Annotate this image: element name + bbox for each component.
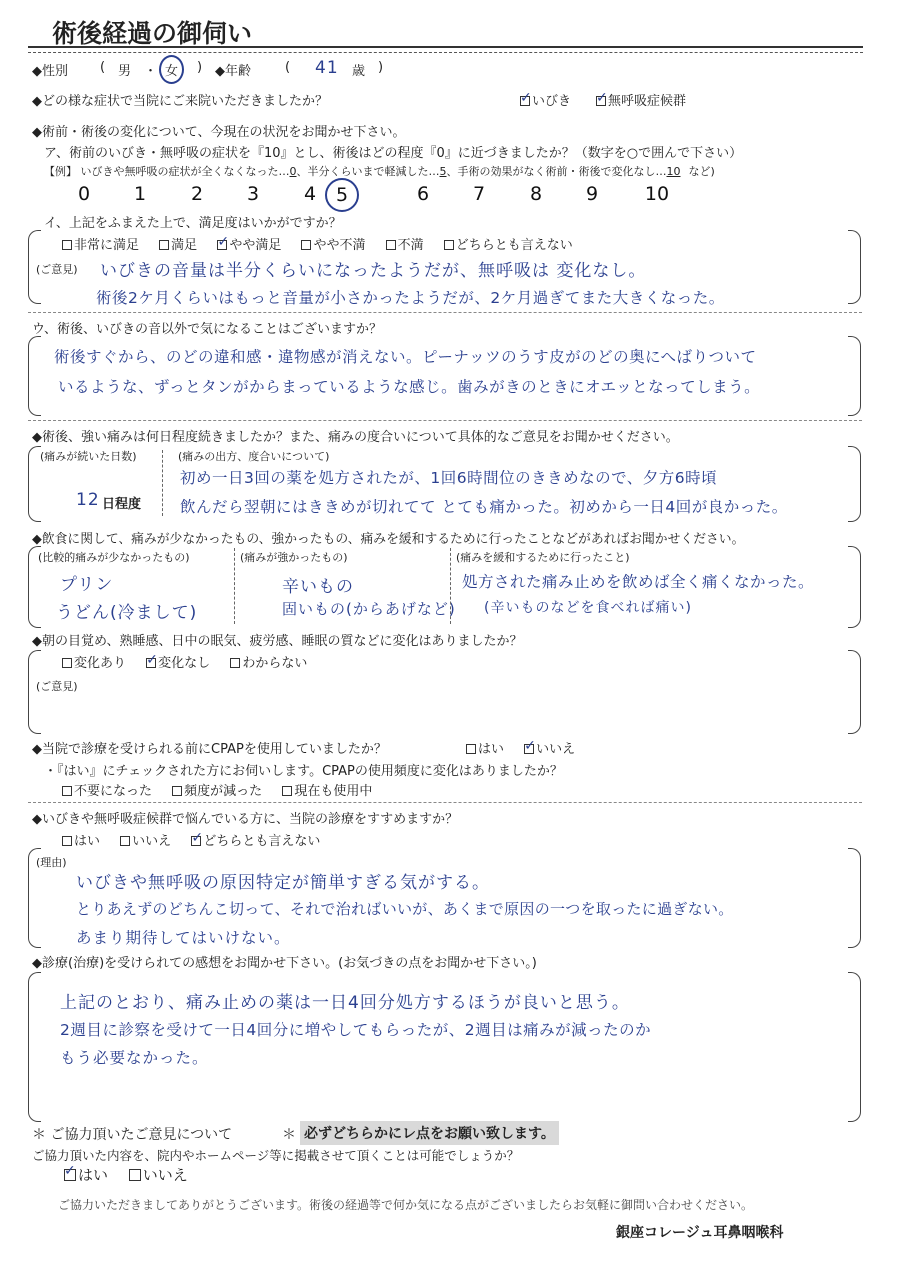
gender-label: ◆性別 [32,64,68,79]
option-label: 無呼吸症候群 [608,94,687,109]
opt-yes[interactable] [62,834,100,849]
food-col1-b[interactable]: うどん(冷まして) [56,603,198,623]
footer-line2: ご協力頂いた内容を、院内やホームページ等に掲載させて頂くことは可能でしょうか？ [32,1148,520,1163]
q-recommend-options [62,830,336,849]
example-d: など) [688,165,715,178]
option-label: やや満足 [229,238,282,253]
opinion-label: (ご意見) [36,263,78,276]
option-label: はい [74,834,101,849]
q-change-sub: ア、術前のいびき・無呼吸の症状を『10』とし、術後はどの程度『0』に近づきましたか？（数字を○で囲んで下さい） [44,146,743,161]
option-label: どちらとも言えない [203,834,321,849]
opt-unknown[interactable] [230,656,307,671]
gender-bracket-open: ( [100,60,106,75]
pain-days-value[interactable]: 12 [76,490,100,510]
checkbox-icon[interactable] [64,1169,76,1181]
opt-yes[interactable] [466,742,504,757]
food-col3-a[interactable]: 処方された痛み止めを飲めば全く痛くなかった。 [462,573,815,591]
option-label: いびき [532,94,572,109]
footer-options [64,1164,204,1185]
footer-line1-b: ＊ [282,1127,296,1143]
opt-no[interactable] [129,1166,188,1184]
footer-thanks: ご協力いただきましてありがとうございます。術後の経過等で何か気になる点がございましたらお気軽に御問い合わせください。 [58,1198,754,1212]
bracket-right [848,848,861,948]
option-label: いいえ [132,834,172,849]
checkbox-icon[interactable] [466,744,476,754]
q-change-text: ◆術前・術後の変化について、今現在の状況をお聞かせ下さい。 [32,125,406,140]
title-underline [28,46,863,53]
option-label: どちらとも言えない [455,238,573,253]
age-value[interactable]: 41 [315,58,339,78]
checkbox-icon[interactable] [520,96,530,106]
option-label: はい [78,1166,109,1184]
opt-satisfied[interactable] [159,238,197,253]
recommend-answer-2[interactable]: とりあえずのどちんこ切って、それで治ればいいが、あくまで原因の一つを取ったに過ぎない。 [76,900,734,918]
opt-yes[interactable] [64,1166,108,1184]
q-symptom-opt-snoring[interactable] [520,90,571,109]
checkbox-icon[interactable] [62,658,72,668]
age-bracket-close: ) [378,60,384,75]
checkbox-icon[interactable] [62,240,72,250]
scale-5-selected[interactable]: 5 [325,178,359,212]
checkbox-icon[interactable] [129,1169,141,1181]
example-b-num: 5 [439,165,447,178]
option-label: 不満 [397,238,424,253]
food-divider-2 [450,548,451,624]
pain-days-unit: 日程度 [102,497,142,512]
reason-label: (理由) [36,856,67,869]
checkbox-icon[interactable] [191,836,201,846]
bracket-right [848,972,861,1122]
q-symptom-text: ◆どの様な症状で当院にご来院いただきましたか？ [32,94,328,109]
checkbox-icon[interactable] [301,240,311,250]
clinic-name: 銀座コレージュ耳鼻咽喉科 [616,1225,784,1241]
opt-very-satisfied[interactable] [62,238,139,253]
option-label: 現在も使用中 [294,784,373,799]
gender-bracket-close: ) [197,60,203,75]
checkbox-icon[interactable] [62,836,72,846]
impression-answer-2[interactable]: 2週目に診察を受けて一日4回分に増やしてもらったが、2週目は痛みが減ったのか [60,1021,652,1039]
checkbox-icon[interactable] [282,786,292,796]
food-col2-label: (痛みが強かったもの) [240,551,348,564]
impression-answer-1[interactable]: 上記のとおり、痛み止めの薬は一日4回分処方するほうが良いと思う。 [60,993,630,1013]
checkbox-icon[interactable] [120,836,130,846]
opt-somewhat-dissatisfied[interactable] [301,238,365,253]
bracket-right [848,650,861,734]
q-cpap-sub-options [62,780,388,799]
opt-neither[interactable] [191,834,320,849]
pain-answer-1[interactable]: 初め一日3回の薬を処方されたが、1回6時間位のききめなので、夕方6時頃 [180,469,718,487]
other-answer-2[interactable]: いるような、ずっとタンがからまっているような感じ。歯みがきのときにオエッとなってしまう。 [58,378,761,396]
q-sleep-text: ◆朝の目覚め、熟睡感、日中の眠気、疲労感、睡眠の質などに変化はありましたか？ [32,634,523,649]
option-label: はい [478,742,505,757]
option-label: わからない [242,656,308,671]
option-label: いいえ [536,742,576,757]
option-label: いいえ [142,1166,188,1184]
option-label: 変化なし [158,656,211,671]
pain-divider [162,450,163,516]
checkbox-icon[interactable] [217,240,227,250]
example-c: 、手術の効果がなく術前・術後で変化なし… [446,165,667,178]
food-col3-label: (痛みを緩和するために行ったこと) [456,551,630,564]
example-c-num: 10 [666,165,681,178]
bracket-right [848,546,861,628]
q-food-text: ◆飲食に関して、痛みが少なかったもの、強かったもの、痛みを緩和するために行ったことなどがあればお聞かせください。 [32,532,745,547]
food-col1-label: (比較的痛みが少なかったもの) [38,551,190,564]
checkbox-icon[interactable] [159,240,169,250]
checkbox-icon[interactable] [596,96,606,106]
satisfaction-answer-2[interactable]: 術後2ケ月くらいはもっと音量が小さかったようだが、2ケ月過ぎてまた大きくなった。 [96,289,725,307]
gender-female[interactable]: 女 [159,55,184,84]
q-satisfaction-options [62,234,589,253]
opt-still-using[interactable] [282,784,372,799]
bracket-left [28,972,41,1122]
footer-line1-a: ＊ ご協力頂いたご意見について [32,1127,233,1143]
page-title: 術後経過の御伺い [52,19,253,48]
pain-detail-label: (痛みの出方、度合いについて) [178,450,330,463]
age-unit: 歳 [352,64,366,79]
food-divider-1 [234,548,235,624]
scale-3[interactable]: 3 [246,183,260,205]
checkbox-icon[interactable] [146,658,156,668]
option-label: 変化あり [74,656,127,671]
checkbox-icon[interactable] [524,744,534,754]
scale-1[interactable]: 1 [133,183,147,205]
divider [28,420,862,421]
checkbox-icon[interactable] [172,786,182,796]
food-col2-b[interactable]: 固いもの(からあげなど) [282,600,456,618]
satisfaction-answer-1[interactable]: いびきの音量は半分くらいになったようだが、無呼吸は 変化なし。 [100,261,647,281]
q-sleep-options [62,652,323,671]
bracket-right [848,230,861,304]
checkbox-icon[interactable] [386,240,396,250]
impression-answer-3[interactable]: もう必要なかった。 [60,1049,209,1067]
q-cpap-text: ◆当院で診療を受けられる前にCPAPを使用していましたか？ [32,742,387,757]
checkbox-icon[interactable] [62,786,72,796]
gender-dot: ・ [144,64,158,79]
option-label: やや不満 [313,238,366,253]
opt-somewhat-satisfied[interactable] [217,238,281,253]
age-bracket-open: ( [285,60,291,75]
scale-4[interactable]: 4 [303,183,317,205]
age-label: ◆年齢 [215,64,251,79]
gender-male[interactable]: 男 [118,64,132,79]
opt-no[interactable] [120,834,171,849]
recommend-answer-3[interactable]: あまり期待してはいけない。 [76,929,291,947]
divider [28,802,862,803]
scale-8[interactable]: 8 [529,183,543,205]
scale-9[interactable]: 9 [585,183,599,205]
bracket-right [848,446,861,522]
food-col3-b[interactable]: (辛いものなどを食べれば痛い) [484,600,692,616]
food-col2-a[interactable]: 辛いもの [282,577,354,597]
bracket-left [28,336,41,416]
scale-7[interactable]: 7 [472,183,486,205]
q-cpap-sub: ・『はい』にチェックされた方にお伺いします。CPAPの使用頻度に変化はありましたか？ [44,764,563,779]
option-label: 不要になった [74,784,153,799]
scale-10[interactable]: 10 [644,183,670,205]
q-cpap-options [466,738,591,757]
q-satisfaction-text: イ、上記をふまえた上で、満足度はいかがですか？ [44,216,342,231]
pain-days-label: (痛みが続いた日数) [40,450,137,463]
divider [28,312,862,313]
opt-changed[interactable] [62,656,126,671]
opt-neither[interactable] [444,238,573,253]
opt-less-frequent[interactable] [172,784,262,799]
sleep-opinion-label: (ご意見) [36,680,78,693]
pain-answer-2[interactable]: 飲んだら翌朝にはききめが切れてて とても痛かった。初めから一日4回が良かった。 [180,498,788,516]
q-recommend-text: ◆いびきや無呼吸症候群で悩んでいる方に、当院の診療をすすめますか？ [32,812,459,827]
example-a: 【例】 いびきや無呼吸の症状が全くなくなった… [44,165,290,178]
recommend-answer-1[interactable]: いびきや無呼吸の原因特定が簡単すぎる気がする。 [76,873,490,893]
food-col1-a[interactable]: プリン [60,575,114,595]
q-impression-text: ◆診療(治療)を受けられての感想をお聞かせ下さい。(お気づきの点をお聞かせ下さい。) [32,956,537,971]
q-symptom-opt-apnea[interactable] [596,90,686,109]
opt-no-change[interactable] [146,656,210,671]
option-label: 頻度が減った [184,784,263,799]
checkbox-icon[interactable] [230,658,240,668]
scale-row [0,180,900,210]
opt-no[interactable] [524,742,575,757]
example-b: 、半分くらいまで軽減した… [296,165,440,178]
footer-notice: 必ずどちらかにレ点をお願い致します。 [300,1121,559,1145]
opt-dissatisfied[interactable] [386,238,424,253]
checkbox-icon[interactable] [444,240,454,250]
example-a-num: 0 [289,165,297,178]
option-label: 非常に満足 [74,238,140,253]
q-change-example [44,163,715,179]
other-answer-1[interactable]: 術後すぐから、のどの違和感・違物感が消えない。ピーナッツのうす皮がのどの奥にへばりついて [54,348,757,366]
opt-unneeded[interactable] [62,784,152,799]
scale-0[interactable]: 0 [77,183,91,205]
scale-6[interactable]: 6 [416,183,430,205]
q-other-text: ウ、術後、いびきの音以外で気になることはございますか？ [32,322,382,337]
scale-2[interactable]: 2 [190,183,204,205]
option-label: 満足 [171,238,198,253]
q-pain-text: ◆術後、強い痛みは何日程度続きましたか？また、痛みの度合いについて具体的なご意見をお聞かせください。 [32,430,679,445]
bracket-right [848,336,861,416]
